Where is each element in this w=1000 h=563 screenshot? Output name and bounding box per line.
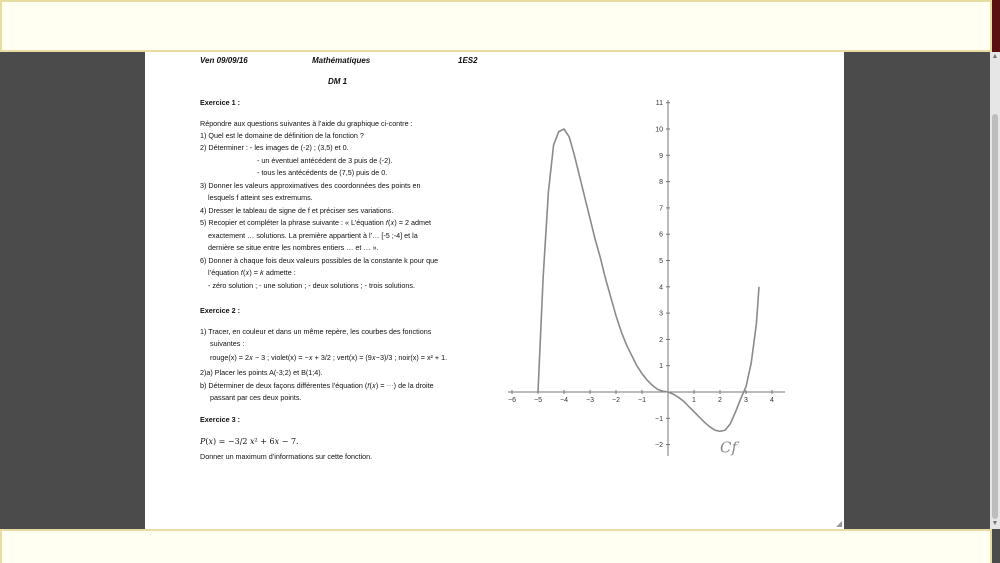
function-curve	[538, 126, 759, 431]
ex1-q5a: 5) Recopier et compléter la phrase suivante : « L’équation 𝑓(𝑥) = 2 admet	[200, 218, 431, 227]
resize-grip-icon[interactable]: ◢	[836, 519, 843, 528]
x-tick-label: −3	[586, 397, 594, 404]
ex1-q3a: 3) Donner les valeurs approximatives des coordonnées des points en	[200, 181, 421, 190]
y-tick-label: 10	[655, 126, 663, 134]
ex1-q6b: l’équation 𝑓(𝑥) = 𝑘 admette :	[208, 268, 296, 277]
ex2-q2b: b) Déterminer de deux façons différentes l’équation (𝑓(𝑥) = ⋯) de la droite	[200, 381, 434, 390]
x-tick-label: 3	[744, 397, 748, 404]
y-tick-label: 8	[659, 179, 663, 187]
y-tick-label: 4	[659, 284, 663, 292]
x-tick-label: −6	[508, 397, 516, 404]
bottom-toolbar	[0, 529, 992, 563]
scroll-down-icon[interactable]: ▼	[991, 520, 999, 527]
x-tick-label: −4	[560, 397, 568, 404]
doc-class: 1ES2	[458, 56, 478, 65]
x-tick-label: −5	[534, 397, 542, 404]
exercise-3-title: Exercice 3 :	[200, 415, 240, 424]
vertical-scrollbar[interactable]	[990, 52, 1000, 529]
x-tick-label: 2	[718, 397, 722, 404]
y-tick-label: 11	[655, 100, 663, 108]
scroll-up-icon[interactable]: ▲	[991, 53, 999, 60]
x-tick-label: −2	[612, 397, 620, 404]
ex2-q1c: rouge(x) = 2𝑥 − 3 ; violet(x) = −𝑥 + 3/2 ; vert(x) = (9𝑥−3)/3 ; noir(x) = x² + 1.	[210, 353, 448, 362]
curve-label: Cf	[720, 438, 738, 456]
x-tick-label: 1	[692, 397, 696, 404]
ex1-q6a: 6) Donner à chaque fois deux valeurs possibles de la constante k pour que	[200, 256, 439, 265]
ex1-q2c: - tous les antécédents de (7,5) puis de 0.	[257, 168, 388, 177]
ex2-q1a: 1) Tracer, en couleur et dans un même repère, les courbes des fonctions	[200, 327, 432, 336]
x-tick-label: −1	[638, 397, 646, 404]
ex1-q5b: exactement … solutions. La première appartient à l’… [-5 ;-4] et la	[208, 231, 418, 240]
ex3-formula: 𝑃(𝑥) = −3/2 𝑥² + 6𝑥 − 7.	[200, 437, 299, 446]
y-tick-label: 7	[659, 205, 663, 213]
y-tick-label: 2	[659, 336, 663, 344]
ex2-q1b: suivantes :	[210, 339, 245, 348]
y-tick-label: 6	[659, 231, 663, 239]
exercise-2-title: Exercice 2 :	[200, 306, 240, 315]
ex1-q6c: - zéro solution ; - une solution ; - deux solutions ; - trois solutions.	[208, 281, 415, 290]
y-tick-label: −2	[655, 442, 663, 450]
ex1-q2a: 2) Déterminer : - les images de (-2) ; (3,5) et 0.	[200, 143, 349, 152]
window-edge	[992, 0, 1000, 52]
document-page	[145, 52, 844, 529]
y-tick-label: 5	[659, 258, 663, 265]
ex2-q2c: passant par ces deux points.	[210, 393, 302, 402]
ex1-q1: 1) Quel est le domaine de définition de la fonction ?	[200, 131, 364, 140]
ex1-q5c: dernière se situe entre les nombres entiers … et … ».	[208, 243, 379, 252]
doc-title: DM 1	[328, 77, 348, 86]
ex1-intro: Répondre aux questions suivantes à l’aide du graphique ci-contre :	[200, 119, 413, 128]
y-tick-label: 1	[659, 363, 663, 371]
x-tick-label: 4	[770, 397, 774, 404]
ex1-q3b: lesquels f atteint ses extremums.	[208, 193, 313, 202]
doc-date: Ven 09/09/16	[200, 56, 248, 65]
doc-subject: Mathématiques	[312, 56, 371, 65]
ex3-text: Donner un maximum d’informations sur cette fonction.	[200, 452, 373, 461]
y-tick-label: −1	[655, 415, 663, 423]
top-toolbar	[0, 0, 992, 52]
exercise-1-title: Exercice 1 :	[200, 98, 240, 107]
y-tick-label: 3	[659, 310, 663, 318]
scrollbar-thumb[interactable]	[992, 114, 998, 519]
y-tick-label: 9	[659, 152, 663, 160]
ex2-q2a: 2)a) Placer les points A(-3;2) et B(1;4).	[200, 368, 323, 377]
ex1-q4: 4) Dresser le tableau de signe de f et préciser ses variations.	[200, 206, 394, 215]
ex1-q2b: - un éventuel antécédent de 3 puis de (-2).	[257, 156, 393, 165]
function-graph	[508, 100, 785, 456]
